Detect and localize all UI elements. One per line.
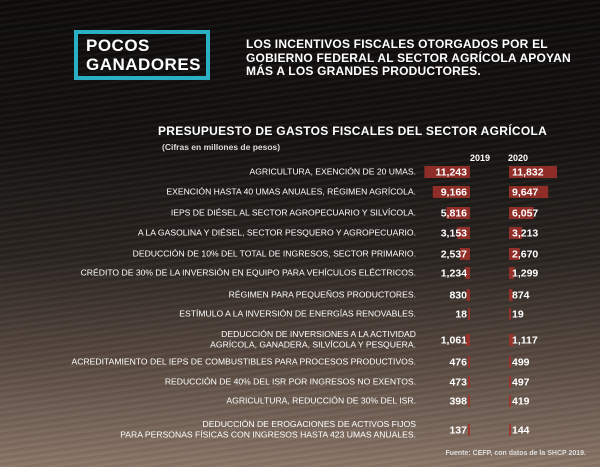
value-label-2020: 1,117 (512, 334, 538, 347)
category-label: DEDUCCIÓN DE EROGACIONES DE ACTIVOS FIJOS (202, 419, 416, 430)
category-label: ACREDITAMIENTO DEL IEPS DE COMBUSTIBLES PARA PROCESOS PRODUCTIVOS. (71, 356, 416, 367)
category-label: RÉGIMEN PARA PEQUEÑOS PRODUCTORES. (228, 289, 416, 300)
bar-2020 (509, 308, 511, 320)
value-label-2019: 473 (449, 376, 467, 389)
value-label-2020: 144 (512, 424, 530, 437)
category-label: PARA PERSONAS FÍSICAS CON INGRESOS HASTA 423 UMAS ANUALES. (120, 429, 416, 440)
value-label-2020: 419 (512, 395, 530, 408)
bar-2019 (468, 424, 470, 436)
value-label-2019: 18 (455, 308, 467, 321)
value-label-2020: 19 (512, 308, 524, 321)
chart-units: (Cifras en millones de pesos) (162, 142, 281, 152)
subtitle-line-2: GOBIERNO FEDERAL AL SECTOR AGRÍCOLA APOYAN (246, 50, 571, 65)
value-label-2020: 11,832 (512, 166, 544, 179)
category-label: AGRICULTURA, EXENCIÓN DE 20 UMAS. (249, 166, 416, 177)
value-label-2020: 1,299 (512, 267, 539, 280)
bar-2019 (468, 308, 470, 320)
category-label: DEDUCCIÓN DE INVERSIONES A LA ACTIVIDAD (221, 329, 416, 340)
category-label: AGRÍCOLA, GANADERA, SILVÍCOLA Y PESQUERA. (210, 339, 416, 350)
subtitle-line-1: LOS INCENTIVOS FISCALES OTORGADOS POR EL (246, 37, 548, 51)
category-label: A LA GASOLINA Y DIÉSEL, SECTOR PESQUERO Y AGROPECUARIO. (137, 227, 416, 238)
column-header-2019: 2019 (470, 153, 491, 163)
source-note: Fuente: CEFP, con datos de la SHCP 2019. (445, 450, 586, 457)
value-label-2020: 2,670 (512, 248, 539, 261)
value-label-2019: 1,234 (440, 267, 467, 280)
category-label: EXENCIÓN HASTA 40 UMAS ANUALES, RÉGIMEN AGRÍCOLA. (166, 186, 416, 197)
value-label-2020: 3,213 (512, 227, 539, 240)
category-label: REDUCCIÓN DE 40% DEL ISR POR INGRESOS NO EXENTOS. (164, 376, 416, 387)
value-label-2019: 5,816 (440, 207, 467, 220)
value-label-2019: 830 (449, 289, 467, 302)
value-label-2019: 476 (449, 356, 467, 369)
category-label: DEDUCCIÓN DE 10% DEL TOTAL DE INGRESOS, SECTOR PRIMARIO. (132, 248, 416, 259)
value-label-2020: 499 (512, 356, 530, 369)
value-label-2019: 2,537 (440, 248, 467, 261)
bar-2020 (509, 376, 511, 388)
value-label-2019: 9,166 (440, 186, 467, 199)
column-header-2020: 2020 (508, 153, 529, 163)
bar-2020 (509, 356, 511, 368)
category-label: CRÉDITO DE 30% DE LA INVERSIÓN EN EQUIPO PARA VEHÍCULOS ELÉCTRICOS. (80, 267, 416, 278)
value-label-2019: 398 (449, 395, 467, 408)
subtitle-line-3: MÁS A LOS GRANDES PRODUCTORES. (246, 64, 481, 78)
value-label-2020: 6,057 (512, 207, 539, 220)
value-label-2020: 497 (512, 376, 530, 389)
bar-2019 (468, 376, 470, 388)
category-label: AGRICULTURA, REDUCCIÓN DE 30% DEL ISR. (226, 395, 416, 406)
value-label-2019: 1,061 (440, 334, 467, 347)
value-label-2019: 137 (449, 424, 467, 437)
value-label-2019: 3,153 (440, 227, 467, 240)
value-label-2020: 9,647 (512, 186, 539, 199)
bar-2020 (509, 424, 511, 436)
value-label-2019: 11,243 (435, 166, 467, 179)
bar-2019 (467, 289, 470, 301)
value-label-2020: 874 (512, 289, 530, 302)
title-line-1: POCOS (86, 36, 150, 55)
bar-2019 (468, 356, 470, 368)
category-label: ESTÍMULO A LA INVERSIÓN DE ENERGÍAS RENOVABLES. (179, 308, 416, 319)
bar-2019 (468, 395, 470, 407)
category-label: IEPS DE DIÉSEL AL SECTOR AGROPECUARIO Y SILVÍCOLA. (170, 207, 416, 218)
title-line-2: GANADORES (86, 55, 202, 74)
chart-title: PRESUPUESTO DE GASTOS FISCALES DEL SECTOR AGRÍCOLA (158, 124, 548, 138)
bar-2020 (509, 395, 511, 407)
